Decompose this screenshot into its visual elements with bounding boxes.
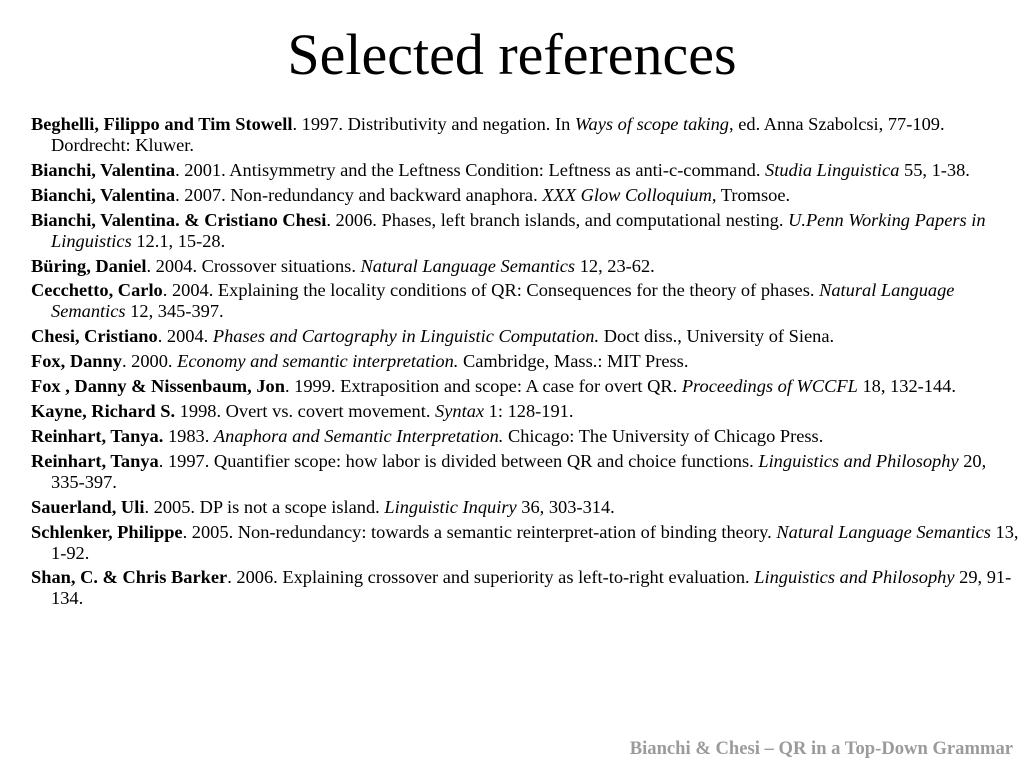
reference-entry [31,351,1021,372]
reference-details-tail: 12.1, 15-28. [131,230,226,251]
reference-author: Beghelli, Filippo and Tim Stowell [31,114,293,134]
slide-title: Selected references [287,22,737,87]
reference-details: . 2006. Explaining crossover and superiority as left-to-right evaluation. [227,567,755,588]
reference-author: Bianchi, Valentina [31,159,176,180]
reference-author: Bianchi, Valentina [31,184,176,205]
reference-venue: Anaphora and Semantic Interpretation. [213,425,504,446]
reference-venue: Phases and Cartography in Linguistic Computation. [212,326,600,347]
slide-footer: Bianchi & Chesi – QR in a Top-Down Grammar [629,738,1013,759]
reference-entry [31,210,1021,252]
reference-author: Reinhart, Tanya [31,450,159,471]
reference-venue: XXX Glow Colloquium [542,184,712,205]
reference-venue: Natural Language Semantics [776,521,991,542]
reference-details-tail: 12, 345-397. [125,301,224,322]
reference-author: Reinhart, Tanya. [31,425,164,446]
reference-author: Cecchetto, Carlo [31,280,163,301]
reference-details: . 1997. Distributivity and negation. In [292,114,575,134]
reference-details-tail: 36, 303-314. [516,496,615,517]
reference-details: . 1997. Quantifier scope: how labor is divided between QR and choice functions. [158,450,759,471]
reference-list [31,114,1021,613]
reference-details-tail: 1: 128-191. [484,401,574,422]
reference-entry [31,160,1021,181]
reference-entry [31,326,1021,347]
reference-details-tail: 29, 91-134. [51,567,1012,609]
reference-entry [31,497,1021,518]
reference-venue: Ways of scope taking [574,114,730,134]
reference-entry [31,280,1021,322]
reference-details-tail: 13, 1-92. [51,521,1019,563]
reference-venue: Economy and semantic interpretation. [177,351,459,372]
reference-venue: Linguistics and Philosophy [758,450,959,471]
reference-venue: U.Penn Working Papers in Linguistics [51,209,986,251]
reference-venue: Natural Language Semantics [51,280,955,322]
reference-details-tail: Cambridge, Mass.: MIT Press. [458,351,689,372]
reference-entry [31,185,1021,206]
reference-details-tail: 20, 335-397. [51,450,987,492]
reference-venue: Proceedings of WCCFL [681,376,858,397]
reference-details-tail: , ed. Anna Szabolcsi, 77-109. Dordrecht: Kluwer. [51,114,945,155]
reference-author: Fox , Danny & Nissenbaum, Jon [31,376,285,397]
reference-details: 1983. [163,425,214,446]
reference-author: Büring, Daniel [31,255,147,276]
reference-details-tail: 18, 132-144. [857,376,956,397]
reference-details-tail: 55, 1-38. [899,159,970,180]
reference-details-tail: Chicago: The University of Chicago Press. [503,425,824,446]
reference-details: . 2004. Explaining the locality conditions of QR: Consequences for the theory of phases. [162,280,820,301]
reference-author: Kayne, Richard S. [31,401,176,422]
reference-details: . 2005. DP is not a scope island. [144,496,385,517]
reference-entry [31,451,1021,493]
reference-venue: Syntax [435,401,485,422]
reference-author: Schlenker, Philippe [31,521,183,542]
reference-details: . 2005. Non-redundancy: towards a semantic reinterpret-ation of binding theory. [182,521,777,542]
reference-author: Bianchi, Valentina. & Cristiano Chesi [31,209,327,230]
reference-entry [31,401,1021,422]
reference-entry [31,426,1021,447]
reference-details: 1998. Overt vs. covert movement. [175,401,436,422]
reference-entry [31,376,1021,397]
reference-details: . 2006. Phases, left branch islands, and computational nesting. [326,209,789,230]
reference-details: . 2004. [157,326,213,347]
reference-author: Chesi, Cristiano [31,326,158,347]
reference-details-tail: Doct diss., University of Siena. [599,326,835,347]
reference-entry [31,114,1021,156]
reference-details: . 2000. [121,351,178,372]
reference-details: . 2004. Crossover situations. [146,255,361,276]
reference-author: Sauerland, Uli [31,496,145,517]
reference-author: Shan, C. & Chris Barker [31,567,228,588]
reference-author: Fox, Danny [31,351,122,372]
reference-details-tail: , Tromsoe. [711,184,791,205]
reference-details: . 2001. Antisymmetry and the Leftness Condition: Leftness as anti-c-command. [175,159,766,180]
reference-venue: Natural Language Semantics [360,255,576,276]
reference-details: . 2007. Non-redundancy and backward anaphora. [175,184,543,205]
reference-entry [31,256,1021,277]
reference-venue: Studia Linguistica [765,159,900,180]
reference-details: . 1999. Extraposition and scope: A case for overt QR. [284,376,682,397]
reference-venue: Linguistics and Philosophy [754,567,955,588]
reference-details-tail: 12, 23-62. [575,255,655,276]
reference-entry [31,567,1021,609]
reference-entry [31,522,1021,564]
reference-venue: Linguistic Inquiry [384,496,517,517]
